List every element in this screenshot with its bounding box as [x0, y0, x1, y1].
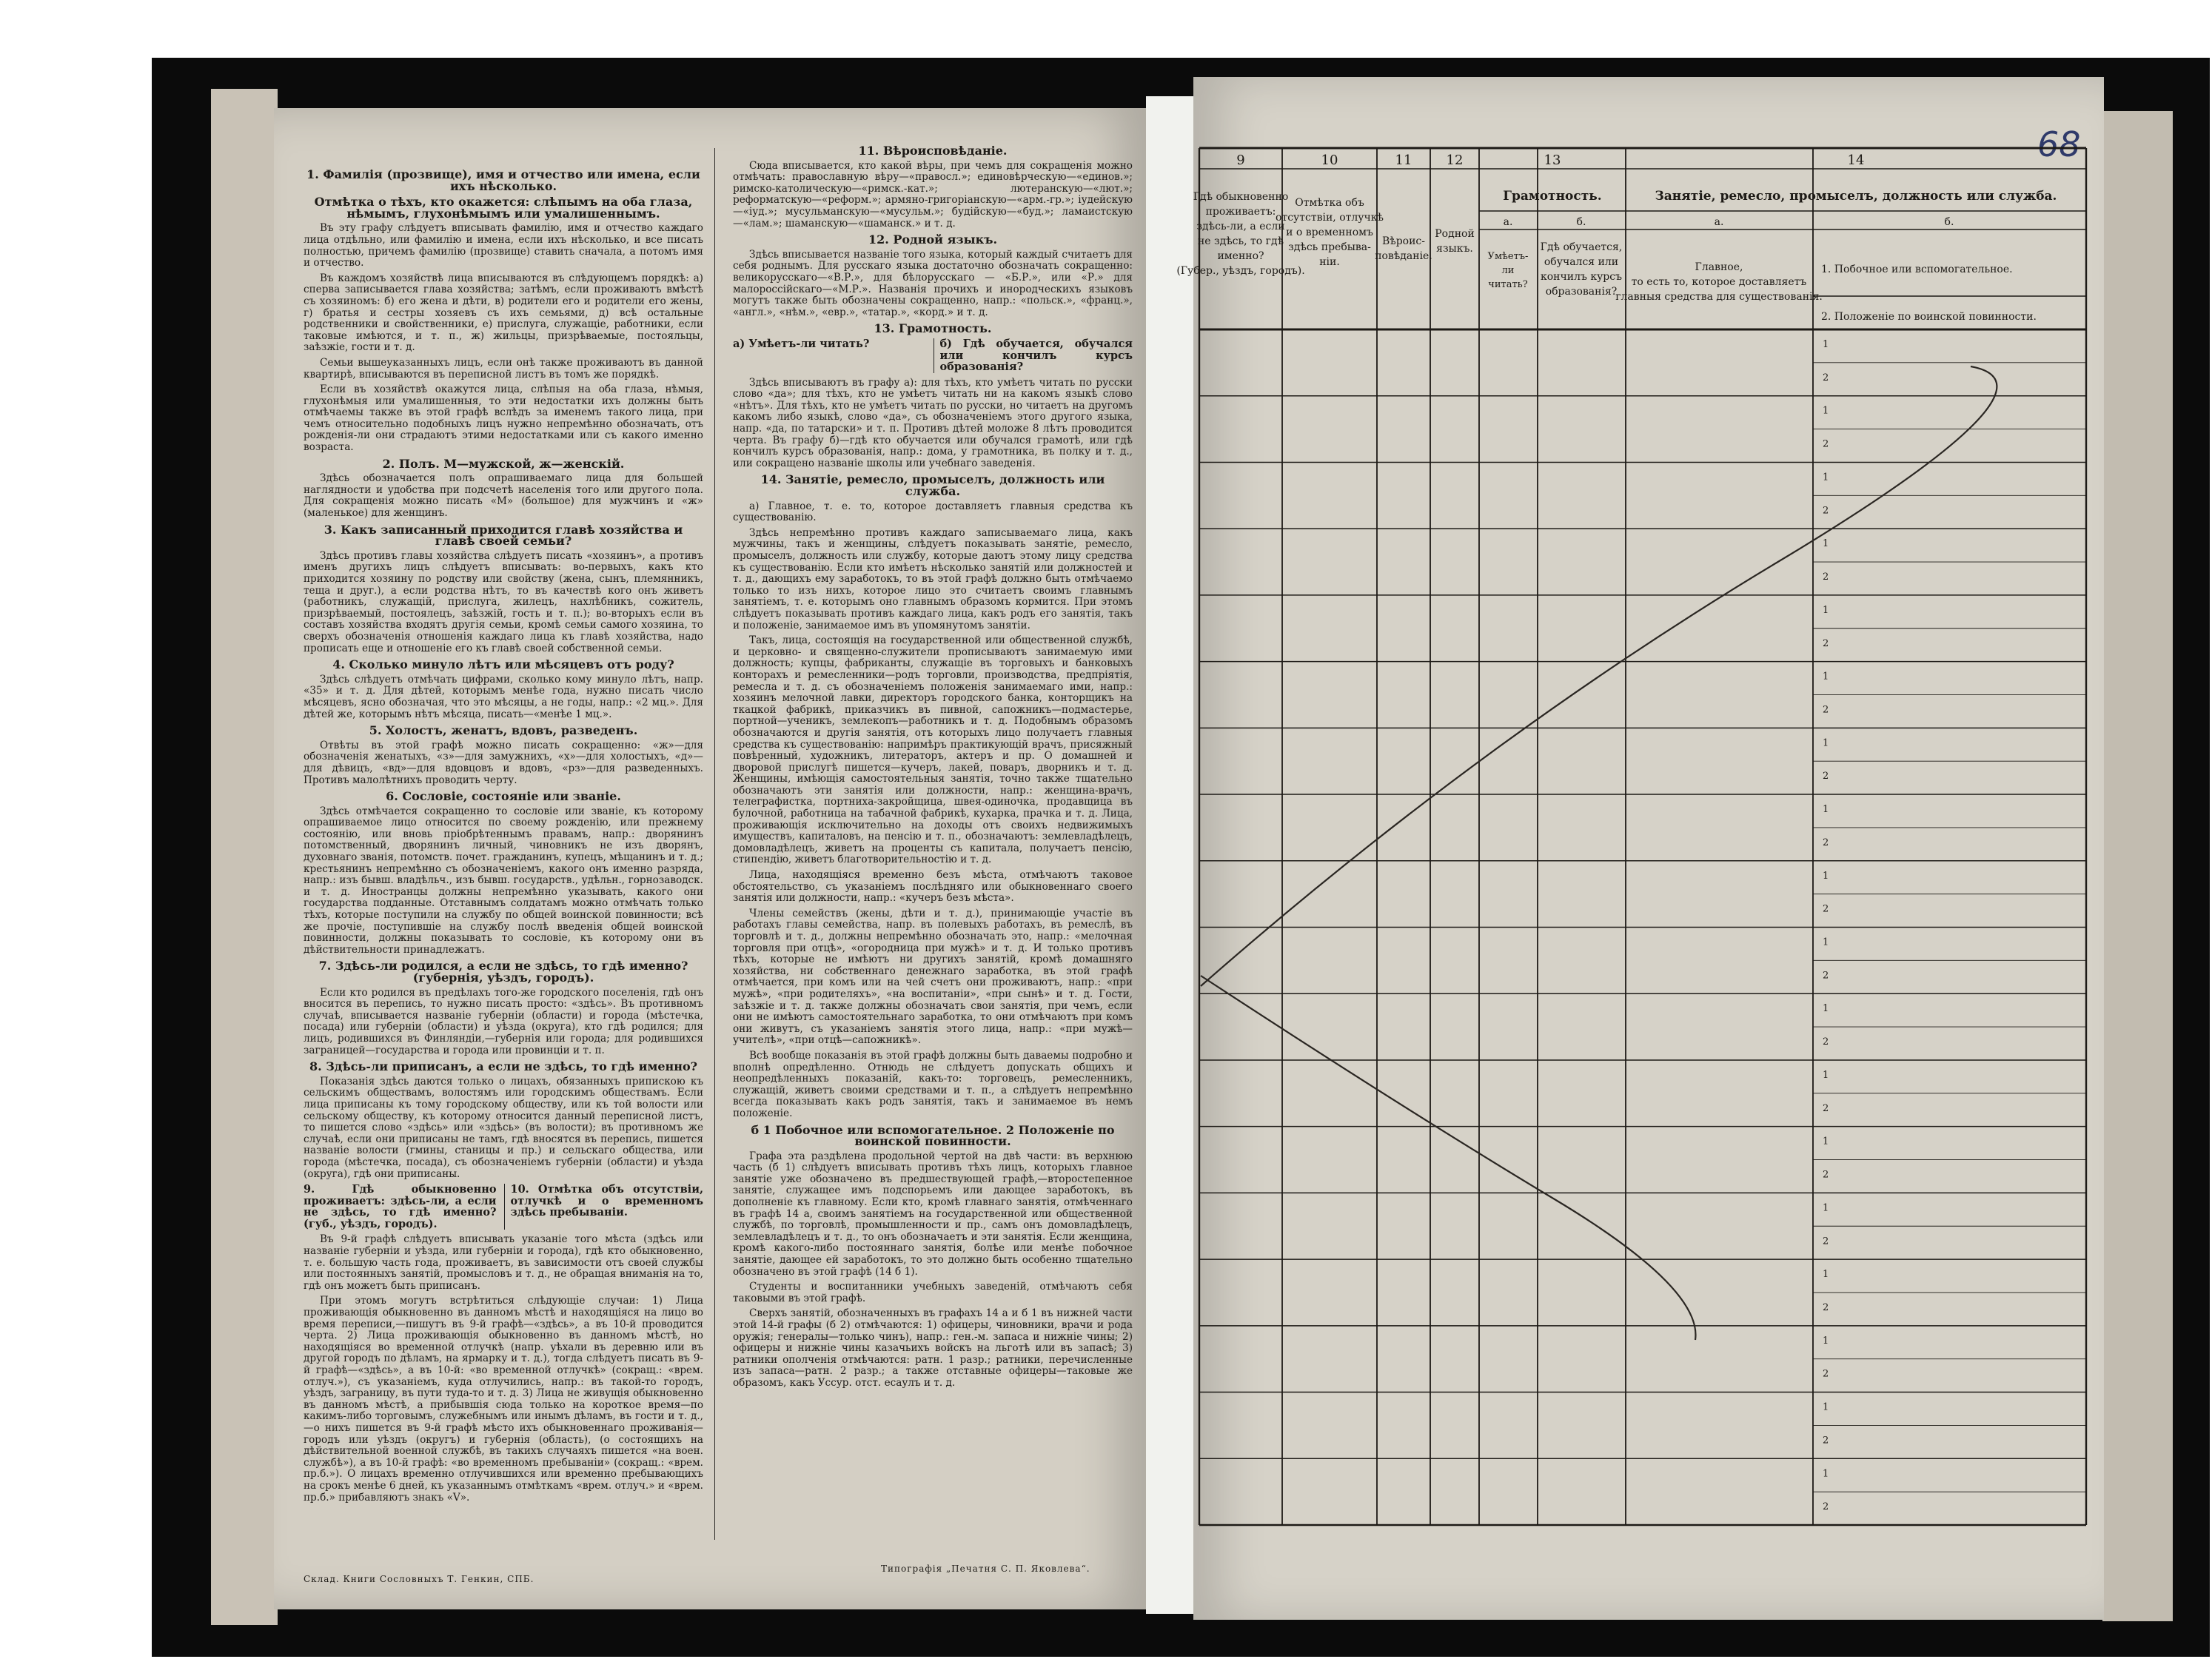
- row-mark-2: 2: [1823, 771, 1829, 782]
- row-mark-1: 1: [1823, 1136, 1829, 1147]
- paragraph: Здѣсь обозначается полъ опрашиваемаго лица для большей наглядности и удобства при подсчетѣ населенія того или другого пола. Для сокращенія можно писать «М» (большое) для мужчинъ и «ж» (маленькое) для женщинъ.: [304, 472, 703, 520]
- cancellation-stroke-upper: [1201, 366, 1997, 986]
- header-col9-text: проживаетъ:: [1205, 206, 1276, 218]
- section-heading: 7. Здѣсь-ли родился, а если не здѣсь, то гдѣ именно? (губернія, уѣздъ, городъ).: [318, 959, 688, 985]
- header-occupation-a-text: главныя средства для существованія.: [1615, 291, 1823, 303]
- section-heading: 4. Сколько минуло лѣтъ или мѣсяцевъ отъ роду?: [332, 657, 674, 672]
- section-heading: 14. Занятіе, ремесло, промыселъ, должность или служба.: [760, 472, 1105, 499]
- paragraph: Сверхъ занятій, обозначенныхъ въ графахъ 14 а и б 1 въ нижней части этой 14-й графы (б 2) отмѣчаются: 1) офицеры, чиновники, врачи и рода оружія; генералы—только чинъ), напр.: ген.-м. запаса и нижніе чины; 2) офицеры и нижніе чины казачьихъ войскъ на льготѣ или въ запасѣ; 3) ратники ополченія отмѣчаются: ратн. 1 разр.; ратники, перечисленные изъ запаса—ратн. 2 разр.; а также отставные офицеры—таковые же образомъ, какъ Уссур. отст. есаулъ и т. д.: [733, 1307, 1133, 1389]
- footer-left-imprint: Склад. Книги Сословныхъ Т. Генкин, СПБ.: [304, 1574, 534, 1584]
- row-mark-1: 1: [1823, 538, 1829, 550]
- split-heading-left: 9. Гдѣ обыкновенно проживаетъ: здѣсь-ли, а если не здѣсь, то гдѣ именно? (губ., уѣздъ, городъ).: [304, 1183, 497, 1230]
- section-heading: 8. Здѣсь-ли приписанъ, а если не здѣсь, то гдѣ именно?: [309, 1059, 698, 1074]
- row-mark-2: 2: [1823, 1036, 1829, 1048]
- paragraph: Графа эта раздѣлена продольной чертой на двѣ части: въ верхнюю часть (б 1) слѣдуетъ вписывать противъ тѣхъ лицъ, которыхъ главное занятіе уже обозначено въ предшествующей графѣ,—второстепенное занятіе, служащее имъ подспорьемъ или дающее заработокъ, въ дополненіе къ главному. Если кто, кромѣ главнаго занятія, отмѣченнаго въ графѣ 14 а, своимъ занятіемъ на государственной или общественной службѣ, по торговлѣ, промышленности и пр., самъ онъ домовладѣлецъ, землевладѣлецъ и т. д., то онъ обозначаетъ и эти занятія. Если женщина, кромѣ какого-либо постояннаго занятія, болѣе или менѣе побочное занятіе, дающее ей заработокъ, то это должно быть особенно тщательно обозначено въ этой графѣ (14 б 1).: [733, 1150, 1133, 1278]
- split-heading-right: 10. Отмѣтка объ отсутствіи, отлучкѣ и о временномъ здѣсь пребываніи.: [504, 1184, 704, 1230]
- header-col10-text: Отмѣтка объ: [1295, 197, 1364, 209]
- header-occupation-b-letter: б.: [1944, 216, 1954, 228]
- header-grammar-b-text: образованія?: [1545, 286, 1618, 298]
- row-mark-1: 1: [1823, 339, 1829, 350]
- paragraph: При этомъ могутъ встрѣтиться слѣдующіе случаи: 1) Лица проживающія обыкновенно въ данномъ мѣстѣ и находящіяся на лицо во время переписи,—пишутъ въ 9-й графѣ—«здѣсь», а въ 10-й проводится черта. 2) Лица проживающія обыкновенно въ данномъ мѣстѣ, но находящіяся во временной отлучкѣ (напр. уѣхали въ деревню или въ другой городъ по дѣламъ, на ярмарку и т. д.), тогда слѣдуетъ писать въ 9-й графѣ—«здѣсь», а въ 10-й: «во временной отлучкѣ» (сокращ.: «врем. отлуч.»), съ указаніемъ, куда отлучились, напр.: въ такой-то городъ, уѣздъ, заграницу, въ пути туда-то и т. д. 3) Лица не живущія обыкновенно въ данномъ мѣстѣ, а прибывшія сюда только на короткое время—по какимъ-либо торговымъ, служебнымъ или инымъ дѣламъ, въ гости и т. д.,—о нихъ пишется въ 9-й графѣ мѣсто ихъ обыкновеннаго проживанія—городъ или уѣздъ (округъ) и губернія (область), (о состоящихъ на дѣйствительной военной службѣ, въ такихъ случаяхъ пишется «на воен. службѣ»), а въ 10-й графѣ: «во временномъ пребываніи» (сокращ.: «врем. пр.б.»). О лицахъ временно отлучившихся или временно пребывающихъ на срокъ менѣе 6 дней, къ указаннымъ отмѣткамъ «врем. отлуч.» и «врем. пр.б.» прибавляютъ знакъ «V».: [304, 1295, 703, 1504]
- header-col10-text: и о временномъ: [1286, 227, 1373, 238]
- header-col9-text: (Губер., уѣздъ, городъ).: [1176, 265, 1305, 277]
- paragraph: Здѣсь вписывается названіе того языка, который каждый считаетъ для себя роднымъ. Для русскаго языка достаточно обозначать сокращенно: великорусскаго—«В.Р.», для бѣлорусскаго — «Б.Р.», или «Р.» для малороссійскаго—«М.Р.». Названія прочихъ и инородческихъ языковъ могутъ также быть обозначены сокращенно, напр.: «польск.», «франц.», «англ.», «нѣм.», «евр.», «татар.», «корд.» и т. д.: [733, 248, 1133, 318]
- header-occupation-a-text: Главное,: [1695, 261, 1743, 273]
- section-heading: б 1 Побочное или вспомогательное. 2 Положеніе по воинской повинности.: [751, 1122, 1115, 1149]
- row-mark-2: 2: [1823, 438, 1829, 450]
- header-grammar-a-text: ли: [1501, 265, 1515, 276]
- header-col9-text: здѣсь-ли, а если: [1196, 221, 1285, 232]
- paragraph: Въ эту графу слѣдуетъ вписывать фамилію, имя и отчество каждаго лица отдѣльно, или фамилію и имена, если ихъ нѣсколько, и все писать полностью, причемъ фамилію (прозвище) ставить сначала, а потомъ имя и отчество.: [304, 222, 703, 269]
- paragraph: Показанія здѣсь даются только о лицахъ, обязанныхъ припискою къ сельскимъ обществамъ, волостямъ или городскимъ обществамъ. Если лица приписаны къ тому городскому обществу, или къ той волости или сельскому обществу, къ которому относится данный переписной листъ, то пишется слово «здѣсь» или «здѣсь» (въ волости); въ противномъ же случаѣ, если они приписаны не тамъ, гдѣ вносятся въ перепись, пишется названіе волости (гмины, станицы и пр.) и сельскаго общества, или города (мѣстечка, посада), съ обозначеніемъ губерніи (области) и уѣзда (округа), гдѣ они приписаны.: [304, 1075, 703, 1180]
- column-number: 9: [1236, 153, 1245, 168]
- header-col10-text: отсутствіи, отлучкѣ: [1276, 212, 1384, 224]
- header-col11-text: Вѣроис-: [1381, 235, 1426, 247]
- section-heading: 3. Какъ записанный приходится главѣ хозяйства и главѣ своей семьи?: [324, 522, 683, 549]
- row-mark-1: 1: [1823, 604, 1829, 616]
- paragraph: Студенты и воспитанники учебныхъ заведеній, отмѣчаютъ себя таковыми въ этой графѣ.: [733, 1281, 1133, 1304]
- row-mark-1: 1: [1823, 1335, 1829, 1347]
- header-occupation-b2-text: 2. Положеніе по воинской повинности.: [1821, 311, 2037, 323]
- section-heading: 6. Сословіе, состояніе или званіе.: [386, 789, 621, 804]
- row-mark-2: 2: [1823, 505, 1829, 517]
- header-grammar-b-text: Гдѣ обучается,: [1540, 241, 1623, 253]
- row-mark-2: 2: [1823, 704, 1829, 716]
- row-mark-2: 2: [1823, 1435, 1829, 1447]
- row-mark-1: 1: [1823, 870, 1829, 882]
- row-mark-2: 2: [1823, 903, 1829, 915]
- footer-right-imprint: Типографія „Печатня С. П. Яковлева“.: [881, 1564, 1090, 1574]
- header-col10-text: ніи.: [1319, 256, 1340, 268]
- header-grammar-b-letter: б.: [1576, 216, 1586, 228]
- header-col11-text: повѣданіе.: [1375, 250, 1432, 262]
- header-col9-text: именно?: [1217, 250, 1264, 262]
- row-mark-2: 2: [1823, 1236, 1829, 1247]
- row-mark-2: 2: [1823, 1102, 1829, 1114]
- paragraph: Если въ хозяйствѣ окажутся лица, слѣпыя на оба глаза, нѣмыя, глухонѣмыя или умалишенныя, то эти недостатки ихъ должны быть отмѣчаемы также въ этой графѣ вслѣдъ за именемъ такого лица, при чемъ относительно подобныхъ лицъ нужно непремѣнно обозначать, отъ рожденія-ли они страдаютъ этими недостатками или съ какого именно возраста.: [304, 383, 703, 454]
- paragraph: Члены семействъ (жены, дѣти и т. д.), принимающіе участіе въ работахъ главы семейства, напр. въ полевыхъ работахъ, въ ремеслѣ, въ торговлѣ и т. д., должны непремѣнно обозначать это, напр.: «мелочная торговля при отцѣ», «огородница при мужѣ» и т. д. И только противъ тѣхъ, которые не имѣютъ ни другихъ занятій, кромѣ домашняго хозяйства, ни собственнаго денежнаго заработка, въ этой графѣ отмѣчается, при комъ или на чей счетъ они проживаютъ, напр.: «при мужѣ», «при родителяхъ», «на воспитаніи», «при сынѣ» и т. д. Гости, заѣзжіе и т. д. также должны обозначать свои занятія, при чемъ, если они не имѣютъ самостоятельнаго заработка, то они отмѣчаютъ при комъ они живутъ, съ указаніемъ занятія этого лица, напр.: «при мужѣ—учителѣ», «при отцѣ—сапожникѣ».: [733, 907, 1133, 1047]
- paragraph: Здѣсь слѣдуетъ отмѣчать цифрами, сколько кому минуло лѣтъ, напр. «35» и т. д. Для дѣтей, которымъ менѣе года, нужно писать число мѣсяцевъ, ясно обозначая, что это мѣсяцы, а не годы, напр.: «2 мц.». Для дѣтей же, которымъ нѣтъ мѣсяца, писать—«менѣе 1 мц.».: [304, 673, 703, 720]
- header-occupation-a-letter: а.: [1714, 216, 1724, 228]
- header-col12-text: Родной: [1435, 228, 1475, 240]
- section-heading: 13. Грамотность.: [874, 321, 992, 336]
- header-occupation-b1-text: 1. Побочное или вспомогательное.: [1821, 264, 2013, 275]
- paragraph: Всѣ вообще показанія въ этой графѣ должны быть даваемы подробно и вполнѣ опредѣленно. Отнюдь не слѣдуетъ допускать общихъ и неопредѣленныхъ показаній, какъ-то: торговецъ, ремесленникъ, служащій, живетъ своими средствами и т. п., а слѣдуетъ непремѣнно всегда показывать какъ родъ занятія, такъ и занимаемое въ немъ положеніе.: [733, 1049, 1133, 1119]
- column-number: 12: [1446, 153, 1464, 168]
- row-mark-1: 1: [1823, 472, 1829, 483]
- section-heading: 11. Вѣроисповѣданіе.: [858, 144, 1008, 158]
- row-mark-1: 1: [1823, 671, 1829, 683]
- header-grammar-a-text: читать?: [1488, 279, 1528, 290]
- paragraph: Сюда вписывается, кто какой вѣры, при чемъ для сокращенія можно отмѣчать: православную вѣру—«правосл.»; единовѣрческую—«единов.»; римско-католическую—«римск.-кат.»; лютеранскую—«лют.»; реформатскую—«реформ.»; армяно-григоріанскую—«арм.-гр.»; іудейскую—«іуд.»; мусульманскую—«мусульм.»; будійскую—«буд.»; ламаистскую—«лам.»; шаманскую—«шаманск.» и т. д.: [733, 159, 1133, 229]
- row-mark-1: 1: [1823, 1202, 1829, 1214]
- paragraph: Здѣсь вписываютъ въ графу а): для тѣхъ, кто умѣетъ читать по русски слово «да»; для тѣхъ, кто не умѣетъ читать ни на какомъ языкѣ слово «нѣтъ». Для тѣхъ, кто не умѣетъ читать по русски, но читаетъ на другомъ какомъ либо языкѣ, слово «да», съ обозначеніемъ этого другого языка, напр. «да, по татарски» и т. п. Противъ дѣтей моложе 8 лѣтъ проводится черта. Въ графу б)—гдѣ кто обучается или обучался грамотѣ, или гдѣ кончилъ курсъ образованія, напр.: дома, у грамотника, въ полку и т. д., или сокращено названіе школы или учебнаго заведенія.: [733, 376, 1133, 469]
- row-mark-2: 2: [1823, 837, 1829, 848]
- row-mark-2: 2: [1823, 970, 1829, 982]
- row-mark-2: 2: [1823, 372, 1829, 383]
- header-col12-text: языкъ.: [1436, 243, 1473, 255]
- paragraph: Такъ, лица, состоящія на государственной или общественной службѣ, и церковно- и священно-служители прописываютъ занимаемую ими должность; купцы, фабриканты, служащіе въ торговыхъ и банковыхъ конторахъ и ремесленники—родъ торговли, производства, предпріятія, ремесла и т. д. съ обозначеніемъ положенія занимаемаго ими, напр.: хозяинъ мелочной лавки, директоръ городского банка, конторщикъ на ткацкой фабрикѣ, приказчикъ въ пивной, сапожникъ—подмастерье, портной—ученикъ, землекопъ—работникъ и т. д. Подобнымъ образомъ обозначаются и другія занятія, отъ которыхъ лицо получаетъ главныя средства къ существованію: напримѣръ практикующій врачъ, присяжный повѣренный, художникъ, литераторъ, актеръ и пр. О домашней и дворовой прислугѣ пишется—кучеръ, лакей, поваръ, дворникъ и т. д. Женщины, имѣющія самостоятельныя занятія, точно также тщательно обозначаютъ эти занятія или должности, напр.: женщина-врачъ, телеграфистка, портниха-закройщица, швея-одиночка, продавщица въ булочной, работница на табачной фабрикѣ, кухарка, прачка и т. д. Лица, проживающія исключительно на доходы отъ своихъ недвижимыхъ имуществъ, капиталовъ, на пенсію и т. п., обозначаютъ: землевладѣлецъ, домовладѣлецъ, живетъ на проценты съ капитала, получаетъ пенсію, стипендію, живетъ благотворительностію и т. д.: [733, 634, 1133, 866]
- paragraph: Здѣсь непремѣнно противъ каждаго записываемаго лица, какъ мужчины, такъ и женщины, слѣдуетъ показывать занятіе, ремесло, промыселъ, должность или службу, которые даютъ этому лицу средства къ существованію. Если кто имѣетъ нѣсколько занятій или должностей и т. д., дающихъ ему заработокъ, то въ этой графѣ должно быть отмѣчаемо только то изъ нихъ, которое лицо это считаетъ своимъ главнымъ занятіемъ, т. е. которымъ оно главнымъ образомъ кормится. При этомъ слѣдуетъ показывать противъ каждаго лица, какъ родъ его занятія, такъ и положеніе, занимаемое имъ въ упомянутомъ занятіи.: [733, 526, 1133, 631]
- header-occupation-title: Занятіе, ремесло, промыселъ, должность или служба.: [1655, 189, 2057, 204]
- paragraph: Здѣсь противъ главы хозяйства слѣдуетъ писать «хозяинъ», а противъ именъ другихъ лицъ слѣдуетъ вписывать: во-первыхъ, какъ кто приходится хозяину по родству или свойству (жена, сынъ, племянникъ, теща и друг.), а если родства нѣтъ, то въ качествѣ кого онъ живетъ (работникъ, служащій, прислуга, жилецъ, нахлѣбникъ, сожитель, призрѣваемый, постоялецъ, заѣзжій, гость и т. п.); во-вторыхъ если въ составъ хозяйства входятъ другія семьи, кромѣ семьи самого хозяина, то сверхъ обозначенія отношенія каждаго лица къ главѣ хозяйства, надо прописать еще и отношеніе его къ главѣ своей собственной семьи.: [304, 549, 703, 654]
- header-grammar-a-text: Умѣетъ-: [1487, 251, 1529, 262]
- row-mark-1: 1: [1823, 737, 1829, 749]
- page-number: 68: [2037, 124, 2081, 164]
- paragraph: Семьи вышеуказанныхъ лицъ, если онѣ также проживаютъ въ данной квартирѣ, вписываются въ переписной листъ въ томъ же порядкѣ.: [304, 356, 703, 381]
- header-grammar-a-letter: а.: [1503, 216, 1513, 228]
- paragraph: Отвѣты въ этой графѣ можно писать сокращенно: «ж»—для обозначенія женатыхъ, «з»—для замужнихъ, «х»—для холостыхъ, «д»—для дѣвицъ, «вд»—для вдовцовъ и вдовъ, «рз»—для разведенныхъ. Противъ малолѣтнихъ проводить черту.: [304, 739, 703, 786]
- split-heading-right: б) Гдѣ обучается, обучался или кончилъ курсъ образованія?: [934, 338, 1133, 373]
- row-mark-2: 2: [1823, 637, 1829, 649]
- row-mark-1: 1: [1823, 1468, 1829, 1480]
- paragraph: Въ 9-й графѣ слѣдуетъ вписывать указаніе того мѣста (здѣсь или названіе губерніи и уѣзда, или губерніи и города), гдѣ кто обыкновенно, т. е. большую часть года, проживаетъ, въ зависимости отъ своей службы или постоянныхъ занятій, промысловъ и т. д., не обращая вниманія на то, гдѣ онъ можетъ быть приписанъ.: [304, 1233, 703, 1292]
- header-grammar-title: Грамотность.: [1503, 189, 1602, 204]
- section-heading: 12. Родной языкъ.: [868, 232, 998, 247]
- paragraph: Здѣсь отмѣчается сокращенно то сословіе или званіе, къ которому опрашиваемое лицо относится по своему рожденію, или прежнему состоянію, или вновь пріобрѣтеннымъ правамъ, напр.: дворянинъ потомственный, дворянинъ личный, чиновникъ не изъ дворянъ, духовнаго званія, потомств. почет. гражданинъ, купецъ, мѣщанинъ и т. д.; крестьянинъ непремѣнно съ обозначеніемъ, какого онъ именно разряда, напр.: изъ бывш. владѣльч., изъ бывш. государств., удѣльн., горнозаводск. и т. д. Иностранцы должны непремѣнно указывать, какого они государства подданные. Отставнымъ солдатамъ можно отмѣчать только тѣхъ, которые поступили на службу по общей воинской повинности; всѣ же прочіе, поступившіе на службу послѣ введенія общей воинской повинности, должны показывать то сословіе, къ которому они въ дѣйствительности принадлежатъ.: [304, 805, 703, 956]
- row-mark-2: 2: [1823, 1301, 1829, 1313]
- header-grammar-b-text: кончилъ курсъ: [1540, 271, 1623, 283]
- header-grammar-b-text: обучался или: [1544, 256, 1619, 268]
- header-col9-text: Гдѣ обыкновенно: [1193, 191, 1289, 203]
- row-mark-1: 1: [1823, 1003, 1829, 1015]
- column-number: 11: [1395, 153, 1412, 168]
- row-mark-1: 1: [1823, 1401, 1829, 1413]
- row-mark-2: 2: [1823, 1501, 1829, 1513]
- header-col10-text: здѣсь пребыва-: [1288, 241, 1371, 253]
- row-mark-2: 2: [1823, 1368, 1829, 1380]
- row-mark-2: 2: [1823, 1169, 1829, 1181]
- column-number: 13: [1544, 153, 1561, 168]
- section-heading: Отмѣтка о тѣхъ, кто окажется: слѣпымъ на оба глаза, нѣмымъ, глухонѣмымъ или умалишеннымъ.: [314, 195, 693, 221]
- header-occupation-a-text: то есть то, которое доставляетъ: [1631, 276, 1807, 288]
- column-number: 14: [1847, 153, 1865, 168]
- header-col9-text: не здѣсь, то гдѣ: [1197, 235, 1284, 247]
- paragraph: Если кто родился въ предѣлахъ того-же городского поселенія, гдѣ онъ вносится въ перепись, то нужно писать просто: «здѣсь». Въ противномъ случаѣ, вписывается названіе губерніи (области) и города (мѣстечка, посада) или губерніи (области) и уѣзда (округа), кто гдѣ родился; для лицъ, родившихся въ Финляндіи,—губернія или города; для родившихся заграницей—государства и города или провинціи и т. п.: [304, 986, 703, 1056]
- split-heading-left: а) Умѣетъ-ли читать?: [733, 337, 870, 350]
- row-mark-1: 1: [1823, 804, 1829, 816]
- cancellation-stroke-lower: [1201, 976, 1695, 1340]
- paragraph: Въ каждомъ хозяйствѣ лица вписываются въ слѣдующемъ порядкѣ: а) сперва записывается глава хозяйства; затѣмъ, если проживаютъ вмѣстѣ съ хозяиномъ: б) его жена и дѣти, в) родители его и родители его жены, г) братья и сестры хозяевъ съ ихъ семьями, д) всѣ остальные родственники и свойственники, е) прислуга, служащіе, работники, если таковые имѣются, и т. п., ж) жильцы, призрѣваемые, постояльцы, заѣзжіе, гости и т. д.: [304, 272, 703, 354]
- row-mark-1: 1: [1823, 936, 1829, 948]
- row-mark-1: 1: [1823, 405, 1829, 417]
- section-heading: 5. Холостъ, женатъ, вдовъ, разведенъ.: [369, 723, 638, 738]
- section-heading: 1. Фамилія (прозвище), имя и отчество или имена, если ихъ нѣсколько.: [306, 167, 700, 193]
- paragraph: а) Главное, т. е. то, которое доставляетъ главныя средства къ существованію.: [733, 500, 1133, 524]
- row-mark-1: 1: [1823, 1269, 1829, 1281]
- row-mark-1: 1: [1823, 1069, 1829, 1081]
- paragraph: Лица, находящіяся временно безъ мѣста, отмѣчаютъ таковое обстоятельство, съ указаніемъ послѣдняго или обыкновеннаго своего занятія или должности, напр.: «кучеръ безъ мѣста».: [733, 869, 1133, 905]
- section-heading: 2. Полъ. М—мужской, ж—женскій.: [382, 456, 625, 471]
- row-mark-2: 2: [1823, 572, 1829, 583]
- column-number: 10: [1321, 153, 1338, 168]
